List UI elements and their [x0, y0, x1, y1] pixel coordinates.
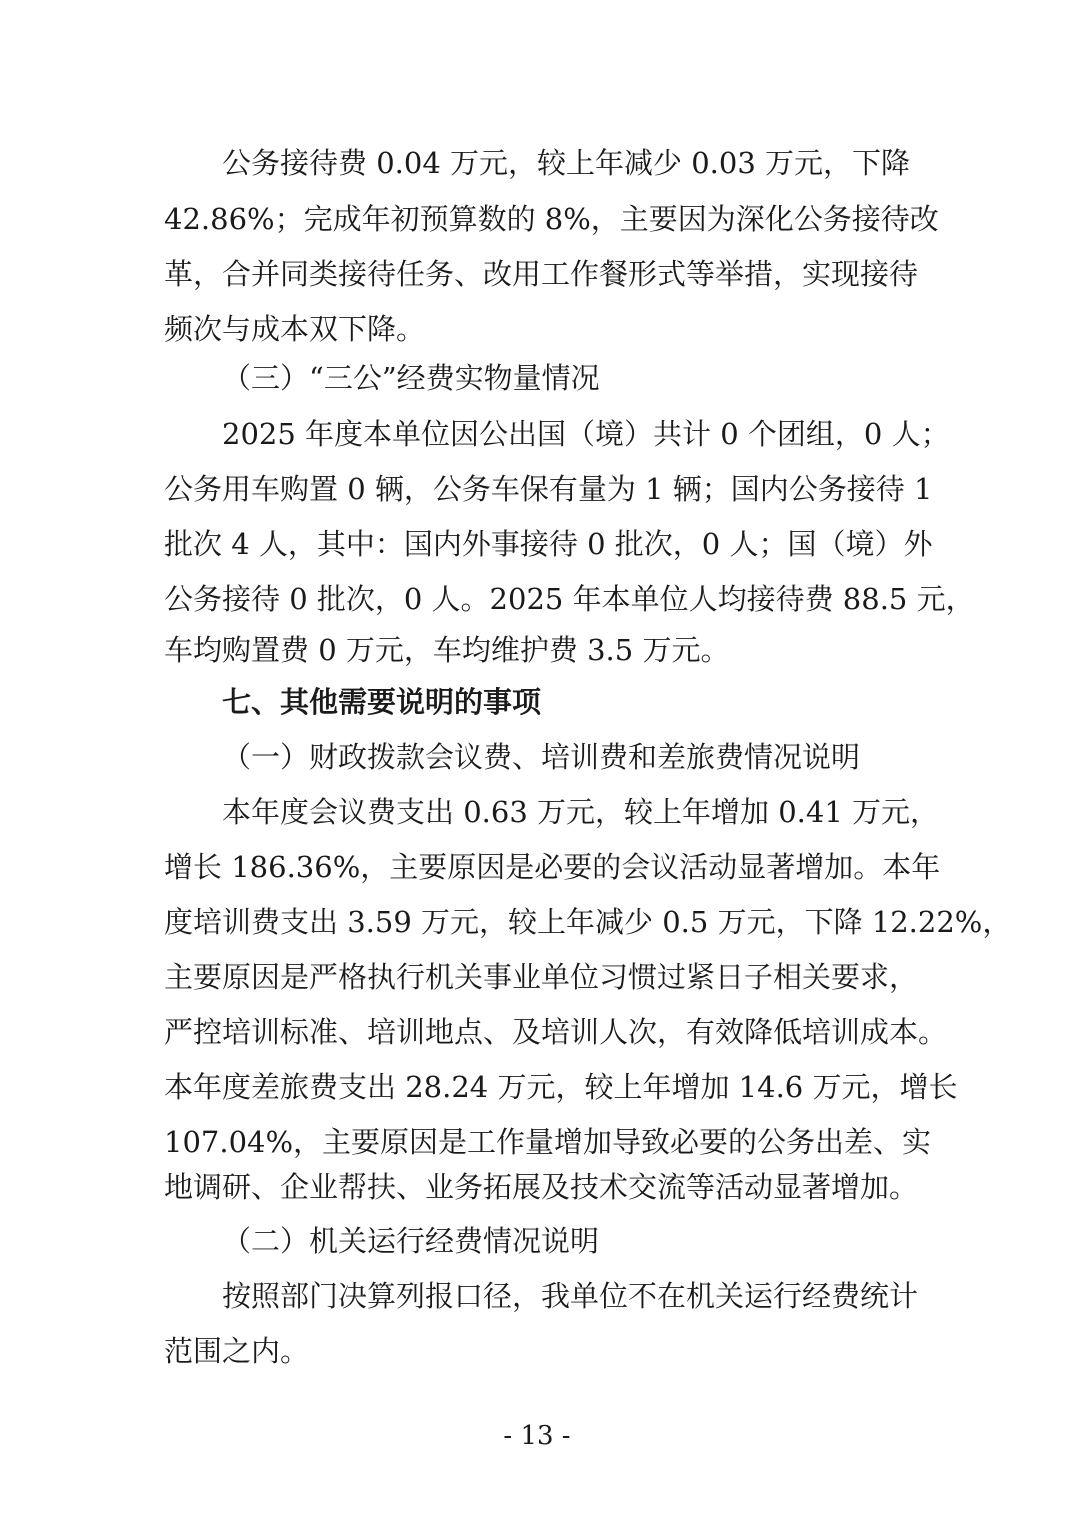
text-line: 革，合并同类接待任务、改用工作餐形式等举措，实现接待 [164, 257, 919, 291]
text-line: 42.86%；完成年初预算数的 8%，主要因为深化公务接待改 [164, 202, 939, 236]
section-subheading: （三）“三公”经费实物量情况 [222, 361, 600, 395]
text-line: 主要原因是严格执行机关事业单位习惯过紧日子相关要求， [164, 960, 919, 994]
text-line: 度培训费支出 3.59 万元，较上年减少 0.5 万元，下降 12.22%， [164, 905, 1012, 939]
text-line: 本年度会议费支出 0.63 万元，较上年增加 0.41 万元， [222, 795, 940, 829]
text-line: 107.04%，主要原因是工作量增加导致必要的公务出差、实 [164, 1125, 932, 1159]
text-line: 严控培训标准、培训地点、及培训人次，有效降低培训成本。 [164, 1015, 948, 1049]
text-line: 批次 4 人，其中：国内外事接待 0 批次，0 人；国（境）外 [164, 527, 933, 561]
text-line: 范围之内。 [164, 1334, 310, 1368]
text-line: 按照部门决算列报口径，我单位不在机关运行经费统计 [222, 1279, 919, 1313]
text-line: 增长 186.36%，主要原因是必要的会议活动显著增加。本年 [164, 850, 941, 884]
section-heading: 七、其他需要说明的事项 [222, 685, 542, 719]
section-subheading: （一）财政拨款会议费、培训费和差旅费情况说明 [222, 740, 861, 774]
text-line: 频次与成本双下降。 [164, 312, 426, 346]
page-number: - 13 - [503, 1421, 571, 1451]
text-line: 公务用车购置 0 辆，公务车保有量为 1 辆；国内公务接待 1 [164, 472, 933, 506]
text-line: 车均购置费 0 万元，车均维护费 3.5 万元。 [164, 633, 730, 667]
text-line: 公务接待 0 批次，0 人。2025 年本单位人均接待费 88.5 元， [164, 582, 975, 616]
text-line: 地调研、企业帮扶、业务拓展及技术交流等活动显著增加。 [164, 1170, 919, 1204]
text-line: 本年度差旅费支出 28.24 万元，较上年增加 14.6 万元，增长 [164, 1070, 958, 1104]
section-subheading: （二）机关运行经费情况说明 [222, 1224, 600, 1258]
text-line: 公务接待费 0.04 万元，较上年减少 0.03 万元，下降 [222, 146, 911, 180]
text-line: 2025 年度本单位因公出国（境）共计 0 个团组，0 人； [222, 417, 950, 451]
